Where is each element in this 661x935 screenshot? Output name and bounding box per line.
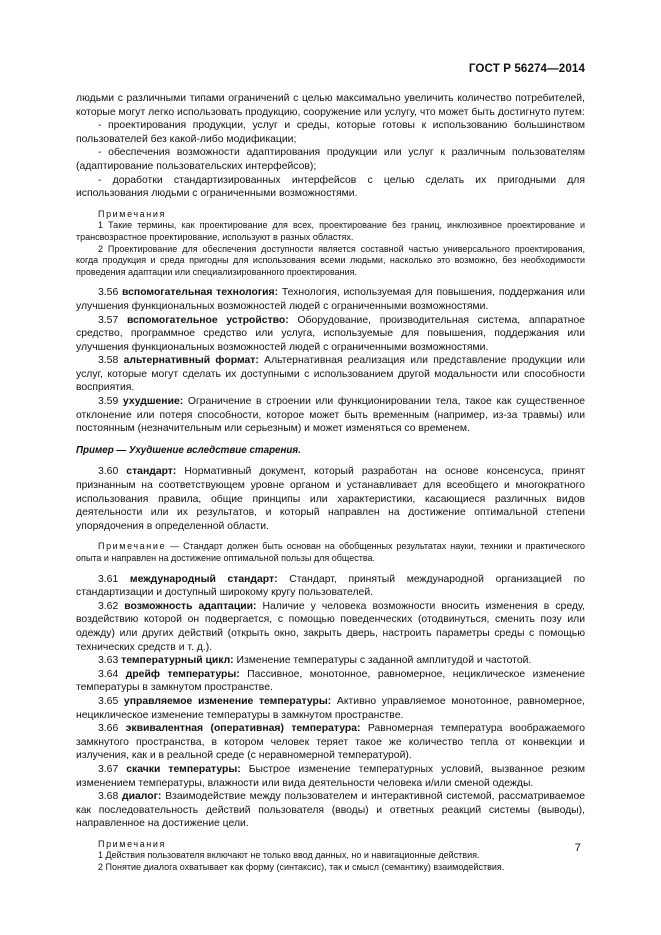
term-definition: Альтернативная реализация или представление продукции или услуг, которые могут сделать их доступными с использованием другой модальности или способности восприятия.: [76, 355, 586, 394]
term-entry: [76, 395, 585, 436]
note-item: 2 Проектирование для обеспечения доступности является составной частью универсального проектирования, когда продукция и среда пригодны для использования всеми людьми, насколько это возможно, без необходимости проведения адаптации или специализированного проектирования.: [76, 243, 585, 277]
term-definition: Ограничение в строении или функционировании тела, такое как существенное отклонение или потеря способности, которое может быть временным (например, из-за травмы) или постоянным (незначительным или серьезным) и может изменяться со временем.: [76, 396, 586, 435]
intro-bullet: - обеспечения возможности адаптирования продукции или услуг к различным пользователям (адаптирование пользовательских интерфейсов);: [76, 147, 585, 172]
term-name: дрейф температуры:: [125, 668, 240, 680]
term-definition: Технология, используемая для повышения, поддержания или улучшения функциональных возможностей людей с ограниченными возможностями.: [76, 287, 586, 312]
term-definition: Стандарт, принятый международной организацией по стандартизации и доступный широкому кругу пользователей.: [76, 573, 585, 599]
term-definition: Пассивное, монотонное, равномерное, нециклическое изменение температуры в замкнутом пространстве.: [76, 668, 585, 694]
term-number: 3.66: [98, 723, 119, 735]
term-entry: [76, 722, 585, 763]
page-content: [76, 92, 585, 874]
term-name: вспомогательное устройство:: [126, 314, 289, 326]
notes-heading: Примечания: [98, 208, 166, 219]
term-number: 3.67: [98, 763, 119, 775]
page-number: 7: [574, 842, 581, 854]
term-name: международный стандарт:: [129, 573, 278, 585]
term-definition: Активно управляемое монотонное, равномерное, нециклическое изменение температуры в замкнутом пространстве.: [76, 695, 585, 721]
term-entry: [76, 314, 585, 355]
term-number: 3.64: [98, 668, 119, 680]
note-item: 1 Действия пользователя включают не только ввод данных, но и навигационные действия.: [98, 850, 480, 861]
term-entry: [76, 668, 585, 695]
term-definition: Взаимодействие между пользователем и интерактивной системой, рассматриваемое как последовательность действий пользователя (вводы) и ответных реакций системы (выводы), направленное на достижение цели.: [76, 791, 585, 830]
term-definition: Изменение температуры с заданной амплитудой и частотой.: [236, 655, 532, 667]
term-definition: Равномерная температура воображаемого замкнутого пространства, в котором человек теряет такое же количество тепла от конвекции и излучения, как и в реальной среде (с неравномерной температурой).: [76, 723, 586, 762]
term-name: вспомогательная технология:: [122, 287, 279, 299]
term-entry: [76, 354, 585, 395]
term-number: 3.65: [98, 695, 119, 707]
intro-bullet: - проектирования продукции, услуг и среды, которые готовы к использованию большинством пользователей без какой-либо модификации;: [76, 120, 585, 145]
intro-paragraph: людьми с различными типами ограничений с целью максимально увеличить количество потребителей, которые могут легко использовать продукцию, сооружение или услугу, что может быть достигнуто путем:: [76, 93, 585, 118]
term-definition: Оборудование, производительная система, аппаратное средство, программное средство или услуга, используемые для повышения, поддержания или улучшения функциональных возможностей людей с ограниченными возможностями.: [76, 314, 586, 353]
term-name: ухудшение:: [122, 396, 184, 408]
term-entry: [76, 654, 585, 668]
term-entry: [76, 790, 585, 831]
document-id: ГОСТ Р 56274—2014: [468, 62, 585, 75]
term-name: диалог:: [122, 791, 162, 803]
note-item: 2 Понятие диалога охватывает как форму (синтаксис), так и смысл (семантику) взаимодействия.: [98, 862, 505, 873]
notes-heading: Примечания: [98, 838, 166, 849]
term-definition: Наличие у человека возможности вносить изменения в среду, воздействию которой он подвергается, с помощью поведенческих (отодвинуться, сменить позу или одежду) или других действий (открыть окно, закрыть дверь, настроить параметры среды с помощью технических средств и т. д.).: [76, 600, 585, 653]
term-entry: [76, 763, 585, 790]
term-number: 3.57: [98, 314, 119, 326]
term-entry: [76, 695, 585, 722]
term-number: 3.59: [98, 396, 119, 408]
term-entry: [76, 286, 585, 313]
intro-bullet: - доработки стандартизированных интерфейсов с целью сделать их пригодными для использования людьми с ограниченными возможностями.: [76, 174, 585, 200]
term-number: 3.63: [98, 655, 119, 667]
term-definition: Быстрое изменение температурных условий, вызванное резким изменением температуры, влажности или вида деятельности человека и/или сменой одежды.: [76, 763, 585, 789]
term-note: [76, 541, 585, 564]
term-name: альтернативный формат:: [123, 355, 259, 367]
term-number: 3.58: [98, 355, 119, 367]
term-name: эквивалентная (оперативная) температура:: [125, 723, 361, 735]
term-name: стандарт:: [126, 466, 177, 478]
term-number: 3.68: [98, 791, 119, 803]
term-entry: [76, 465, 585, 533]
term-name: возможность адаптации:: [124, 600, 257, 612]
term-name: управляемое изменение температуры:: [123, 695, 332, 707]
term-number: 3.56: [98, 287, 119, 299]
term-definition: Нормативный документ, который разработан на основе консенсуса, принят признанным на соответствующем уровне органом и устанавливает для всеобщего и многократного использования правила, общие принципы или характеристики, касающиеся различных видов деятельности или их результатов, и который направлен на достижение оптимальной степени упорядочения в определенной области.: [76, 466, 586, 532]
term-entry: [76, 600, 585, 654]
term-name: температурный цикл:: [121, 655, 234, 667]
term-entry: [76, 573, 585, 600]
term-number: 3.61: [98, 573, 119, 585]
note-item: 1 Такие термины, как проектирование для всех, проектирование без границ, инклюзивное проектирование и трансвозрастное проектирование, используют в разных областях.: [76, 220, 585, 242]
term-number: 3.62: [98, 600, 119, 612]
note-text: — Стандарт должен быть основан на обобщенных результатах науки, техники и практического опыта и направлен на достижение оптимальной пользы для общества.: [76, 541, 585, 563]
note-label: Примечание: [98, 541, 167, 552]
term-name: скачки температуры:: [126, 763, 241, 775]
example-text: Пример — Ухудшение вследствие старения.: [76, 444, 301, 456]
term-number: 3.60: [98, 466, 119, 478]
